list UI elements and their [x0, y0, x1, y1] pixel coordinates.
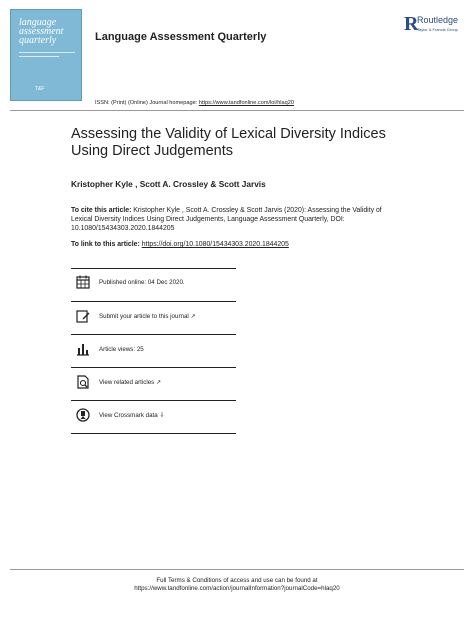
citation-block	[71, 206, 391, 234]
crossmark-small-icon: ⇩	[159, 412, 165, 419]
issn-line	[95, 100, 294, 106]
external-link-icon: ↗	[190, 313, 196, 320]
journal-cover	[10, 9, 82, 101]
pencil-icon	[76, 309, 90, 323]
cite-label: To cite this article:	[71, 207, 132, 214]
published-row	[71, 268, 236, 302]
journal-title: Language Assessment Quarterly	[95, 31, 267, 43]
calendar-icon	[76, 275, 90, 289]
submit-article-link[interactable]	[99, 313, 196, 320]
article-link-line	[71, 241, 289, 248]
related-articles-label: View related articles	[99, 379, 155, 386]
cover-publisher-mark: T&F	[35, 86, 45, 92]
journal-homepage-link[interactable]: https://www.tandfonline.com/loi/hlaq20	[198, 100, 294, 106]
row-divider	[71, 367, 236, 368]
row-divider	[71, 433, 236, 434]
cover-title-line: quarterly	[19, 35, 57, 46]
routledge-logo	[404, 13, 466, 39]
header-divider	[10, 110, 464, 111]
external-link-icon: ↗	[156, 379, 162, 386]
article-title: Assessing the Validity of Lexical Diversity Indices Using Direct Judgements	[71, 126, 386, 159]
crossmark-row[interactable]	[71, 400, 236, 434]
cover-title-line: assessment	[19, 26, 64, 37]
footer	[0, 577, 474, 593]
article-doi-link[interactable]: https://doi.org/10.1080/15434303.2020.1844205	[141, 241, 289, 248]
bar-chart-icon	[76, 342, 90, 356]
related-row[interactable]	[71, 367, 236, 401]
crossmark-icon	[76, 408, 90, 422]
cover-title-line: language	[19, 17, 57, 28]
crossmark-link[interactable]	[99, 412, 165, 419]
cover-line	[19, 56, 59, 57]
issn-prefix: ISSN: (Print) (Online) Journal homepage:	[95, 100, 199, 106]
cite-doi: 10.1080/15434303.2020.1844205	[71, 225, 175, 233]
cite-text: Kristopher Kyle , Scott A. Crossley & Scott Jarvis (2020): Assessing the Validity of Lexical Diversity Indices Using Direct Judgements, Language Assessment Quarterly, DOI:	[71, 207, 382, 224]
crossmark-label: View Crossmark data	[99, 412, 158, 419]
routledge-r-icon: R	[404, 13, 419, 35]
submit-article-label: Submit your article to this journal	[99, 313, 189, 320]
publisher-subtitle: Taylor & Francis Group	[417, 27, 458, 32]
views-row	[71, 334, 236, 368]
row-divider	[71, 301, 236, 302]
document-search-icon	[76, 375, 90, 389]
footer-terms: Full Terms & Conditions of access and use can be found at	[156, 577, 318, 584]
publisher-name: Routledge	[417, 15, 459, 25]
submit-row[interactable]	[71, 301, 236, 335]
row-divider	[71, 268, 236, 269]
row-divider	[71, 334, 236, 335]
related-articles-link[interactable]	[99, 379, 161, 386]
link-label: To link to this article:	[71, 241, 142, 248]
published-date: Published online: 04 Dec 2020.	[99, 279, 185, 286]
footer-terms-url[interactable]: https://www.tandfonline.com/action/journalInformation?journalCode=hlaq20	[134, 585, 340, 592]
cover-title	[19, 18, 79, 45]
footer-divider	[10, 569, 464, 570]
article-views: Article views: 25	[99, 346, 144, 353]
cover-line	[19, 52, 75, 53]
row-divider	[71, 400, 236, 401]
article-authors: Kristopher Kyle , Scott A. Crossley & Scott Jarvis	[71, 179, 266, 189]
